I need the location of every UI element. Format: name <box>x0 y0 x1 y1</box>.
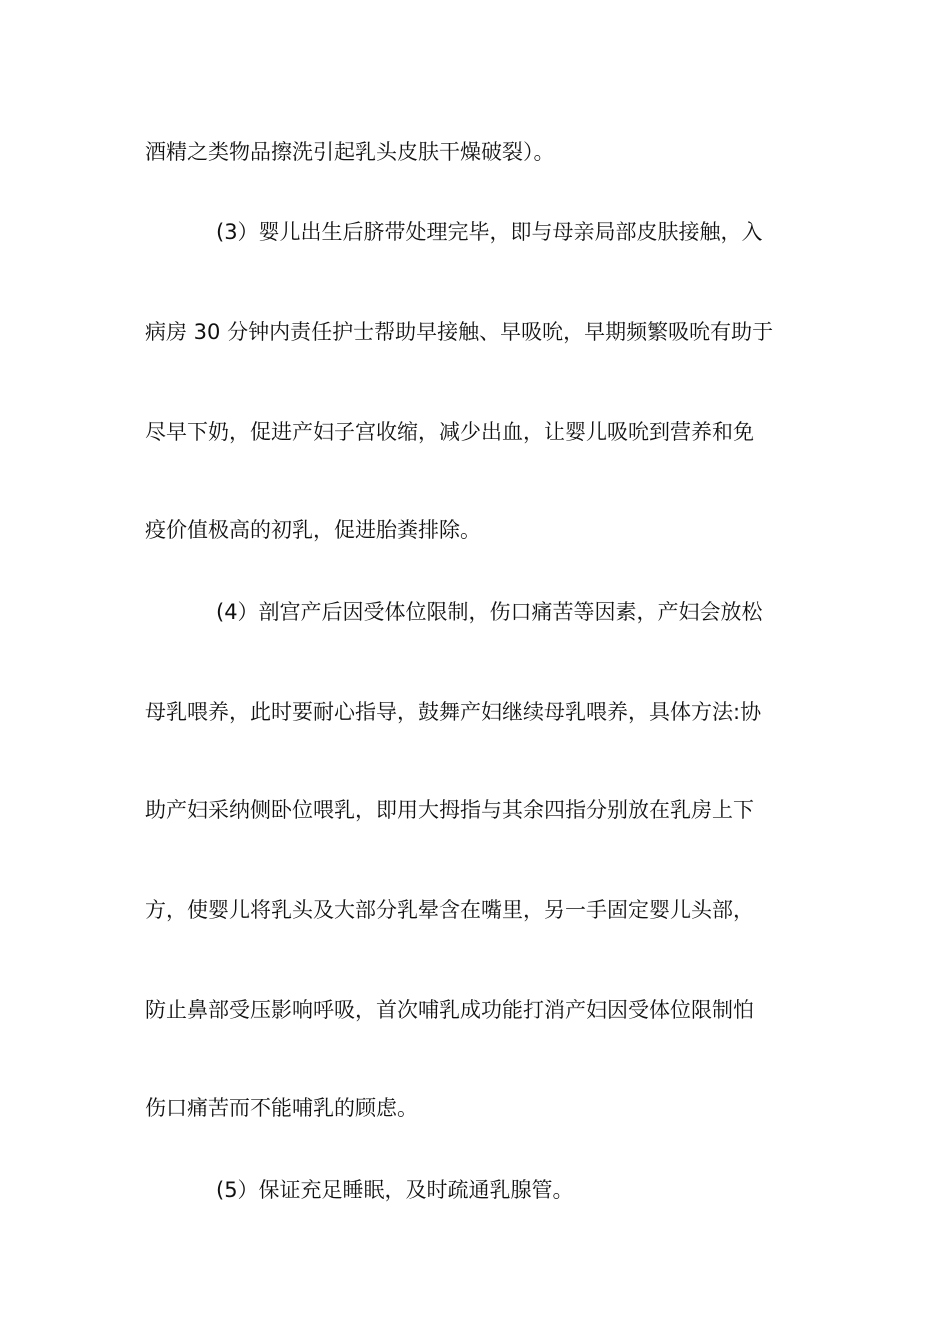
text-line: 助产妇采纳侧卧位喂乳，即用大拇指与其余四指分别放在乳房上下 <box>145 798 754 822</box>
text-line: 尽早下奶，促进产妇子宫收缩，减少出血，让婴儿吸吮到营养和免 <box>145 420 754 444</box>
text-line: 伤口痛苦而不能哺乳的顾虑。 <box>145 1096 418 1120</box>
text-line-item-4-start: (4）剖宫产后因受体位限制，伤口痛苦等因素，产妇会放松 <box>216 600 763 624</box>
text-line: 疫价值极高的初乳，促进胎粪排除。 <box>145 518 481 542</box>
text-line: 防止鼻部受压影响呼吸，首次哺乳成功能打消产妇因受体位限制怕 <box>145 998 754 1022</box>
text-line: 病房 30 分钟内责任护士帮助早接触、早吸吮，早期频繁吸吮有助于 <box>145 320 774 344</box>
text-line-item-5: (5）保证充足睡眠，及时疏通乳腺管。 <box>216 1178 574 1202</box>
text-line-item-3-start: (3）婴儿出生后脐带处理完毕，即与母亲局部皮肤接触，入 <box>216 220 763 244</box>
text-line: 方，使婴儿将乳头及大部分乳晕含在嘴里，另一手固定婴儿头部， <box>145 898 754 922</box>
text-line: 母乳喂养，此时要耐心指导，鼓舞产妇继续母乳喂养，具体方法:协 <box>145 700 762 724</box>
text-line-continuation: 酒精之类物品擦洗引起乳头皮肤干燥破裂）。 <box>145 140 555 164</box>
